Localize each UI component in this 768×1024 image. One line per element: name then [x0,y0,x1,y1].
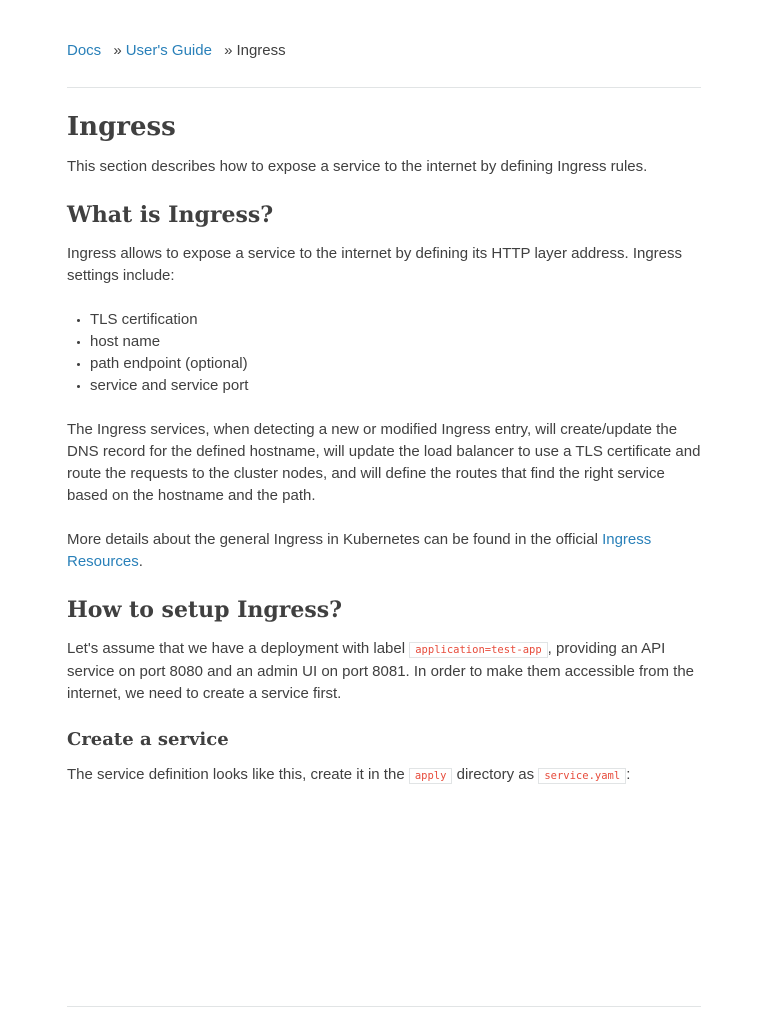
ingress-resources-link[interactable]: Ingress Resources [67,531,652,570]
list-item: • TLS certification [90,309,701,331]
create-paragraph [67,764,701,787]
what-paragraph-2: The Ingress services, when detecting a new or modified Ingress entry, will create/update the DNS record for the defined hostname, will update the load balancer to use a TLS certificate and route the requests to the cluster nodes, and will define the routes that find the right service based on the hostname and the path. [67,421,701,504]
setup-paragraph [67,638,701,705]
what-paragraph-1: Ingress allows to expose a service to the internet by defining its HTTP layer address. Ingress settings include: [67,245,683,284]
intro-paragraph: This section describes how to expose a service to the internet by defining Ingress rules. [67,158,648,175]
what-paragraph-3 [67,529,701,573]
list-item: • host name [90,331,701,353]
heading-how-to-setup: How to setup Ingress? [67,597,343,623]
header-divider [67,87,701,88]
inline-code-apply: apply [409,768,453,784]
breadcrumb [67,40,286,62]
what-paragraph-3-end: . [138,553,143,570]
heading-what-is-ingress: What is Ingress? [67,202,274,228]
create-paragraph-end: : [626,766,631,783]
create-paragraph-middle: directory as [452,766,539,783]
list-item: • service and service port [90,375,701,397]
ingress-settings-list [67,309,701,397]
breadcrumb-link-docs[interactable]: Docs [67,42,102,59]
breadcrumb-separator: » [113,42,122,59]
breadcrumb-link-users-guide[interactable]: User's Guide [125,42,212,59]
footer-divider [67,1006,701,1007]
breadcrumb-current: Ingress [236,42,286,59]
heading-create-service: Create a service [67,729,229,750]
what-paragraph-3-text: More details about the general Ingress in Kubernetes can be found in the official [67,531,603,548]
setup-paragraph-rest: , providing an API service on port 8080 and an admin UI on port 8081. In order to make them accessible from the internet, we need to create a service first. [67,640,695,702]
create-paragraph-text: The service definition looks like this, create it in the [67,766,409,783]
breadcrumb-separator: » [224,42,233,59]
main-content [67,108,701,809]
setup-paragraph-text: Let's assume that we have a deployment with label [67,640,410,657]
page-title: Ingress [67,112,176,142]
inline-code-label: application=test-app [409,642,547,658]
list-item: • path endpoint (optional) [90,353,701,375]
inline-code-filename: service.yaml [538,768,626,784]
